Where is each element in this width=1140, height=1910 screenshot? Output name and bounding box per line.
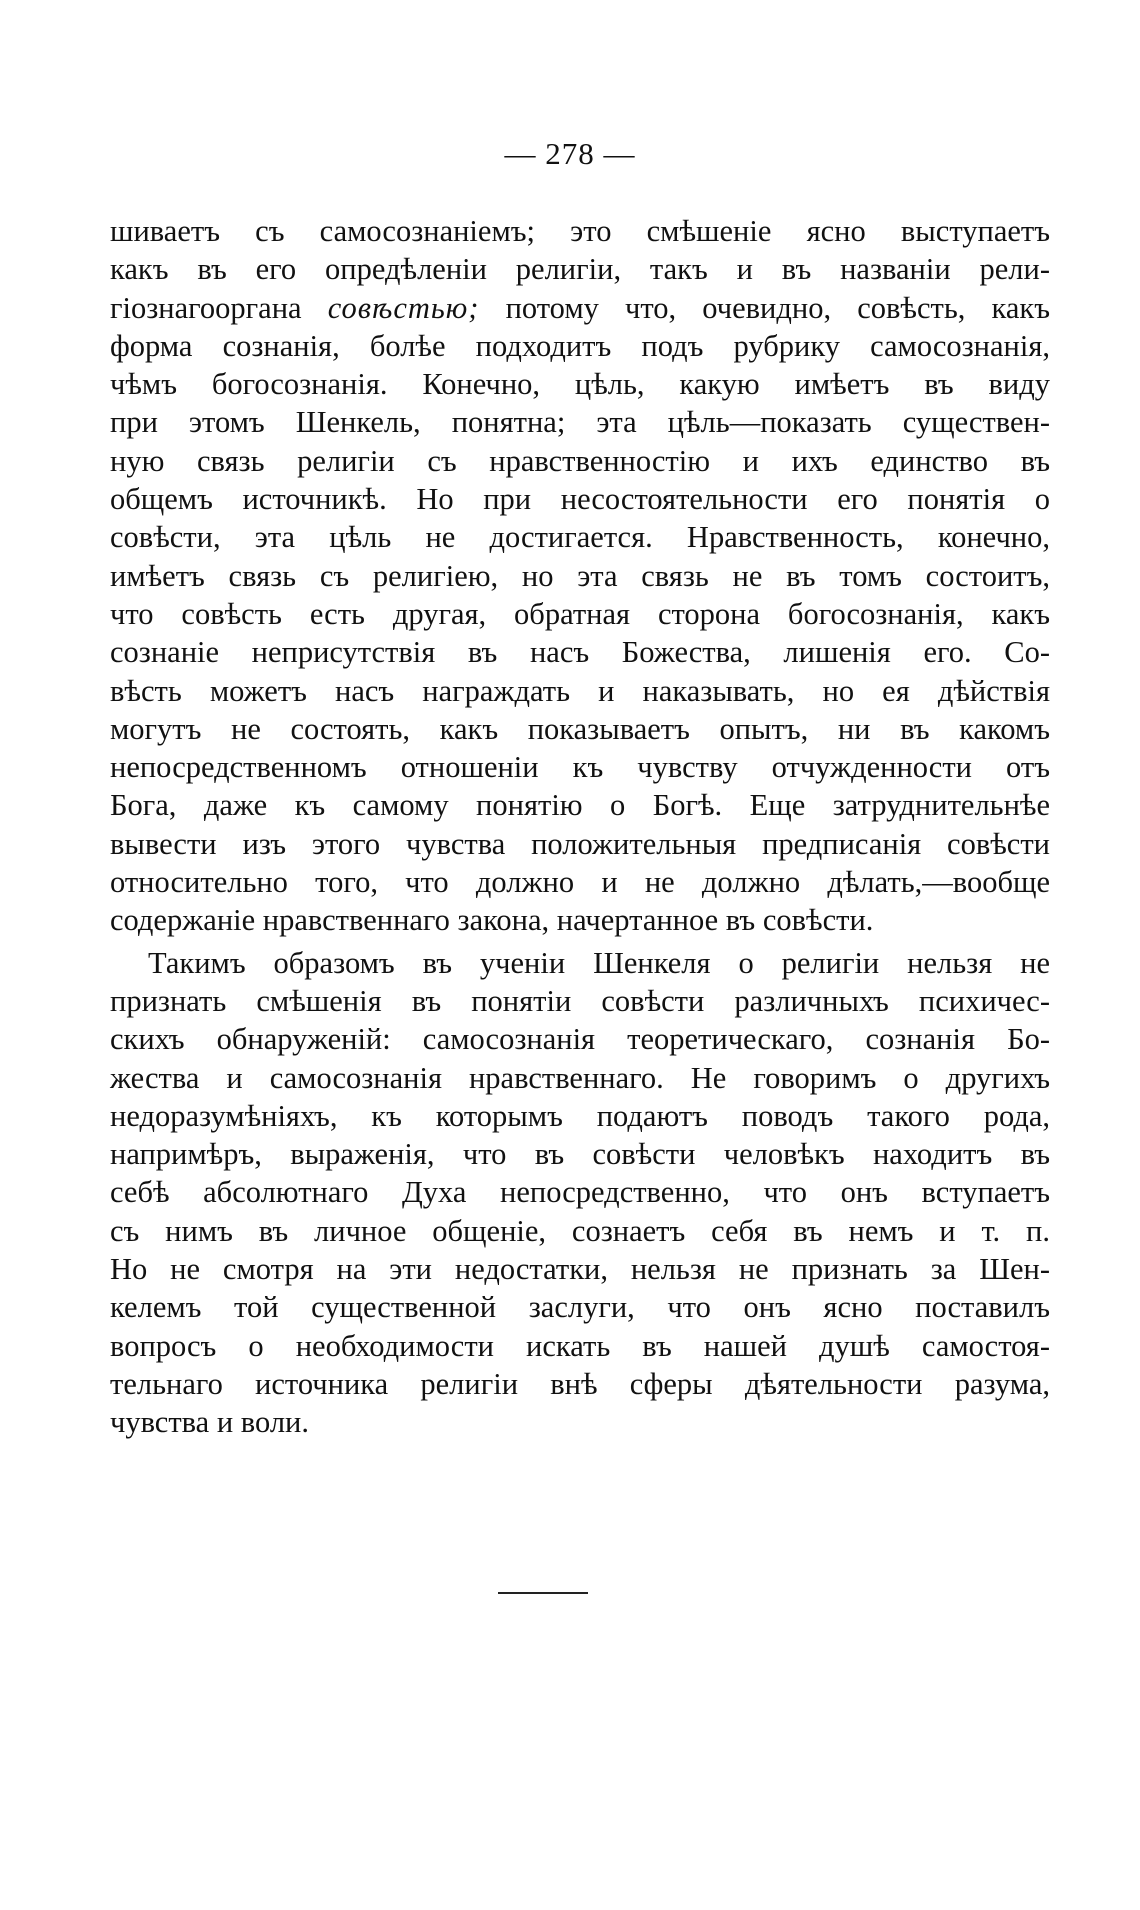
text-line: жества и самосознанія нравственнаго. Не говоримъ о другихъ bbox=[110, 1060, 1050, 1095]
text-line: могутъ не состоять, какъ показываетъ опытъ, ни въ какомъ bbox=[110, 711, 1050, 746]
text-line: форма сознанія, болѣе подходитъ подъ рубрику самосознанія, bbox=[110, 328, 1050, 363]
text-line: общемъ источникѣ. Но при несостоятельности его понятія о bbox=[110, 482, 1050, 517]
text-line: при этомъ Шенкель, понятна; эта цѣль—показать существен- bbox=[110, 405, 1050, 440]
body-text bbox=[110, 212, 1050, 1442]
text-line: съ нимъ въ личное общеніе, сознаетъ себя въ немъ и т. п. bbox=[110, 1213, 1050, 1248]
text-line: относительно того, что должно и не должно дѣлать,—вообще bbox=[110, 865, 1050, 900]
text-line: недоразумѣніяхъ, къ которымъ подаютъ поводъ такого рода, bbox=[110, 1098, 1050, 1133]
text-line: шиваетъ съ самосознаніемъ; это смѣшеніе ясно выступаетъ bbox=[110, 214, 1050, 248]
text-line: непосредственномъ отношеніи къ чувству отчужденности отъ bbox=[110, 750, 1050, 785]
text-line: Такимъ образомъ въ ученіи Шенкеля о религіи нельзя не bbox=[148, 945, 1050, 980]
text-line: признать смѣшенія въ понятіи совѣсти различныхъ психичес- bbox=[110, 983, 1050, 1018]
end-divider bbox=[498, 1592, 588, 1594]
text-line: сознаніе неприсутствія въ насъ Божества, лишенія его. Со- bbox=[110, 635, 1050, 670]
text-line: вывести изъ этого чувства положительныя предписанія совѣсти bbox=[110, 826, 1050, 861]
text-line: вопросъ о необходимости искать въ нашей душѣ самостоя- bbox=[110, 1328, 1050, 1363]
text-line: имѣетъ связь съ религіею, но эта связь не въ томъ состоитъ, bbox=[110, 558, 1050, 593]
text-line: вѣсть можетъ насъ награждать и наказывать, но ея дѣйствія bbox=[110, 673, 1050, 708]
paragraph-2 bbox=[110, 944, 1050, 1442]
text-line: что совѣсть есть другая, обратная сторона богосознанія, какъ bbox=[110, 596, 1050, 631]
text-line: келемъ той существенной заслуги, что онъ ясно поставилъ bbox=[110, 1290, 1050, 1325]
text-line: гіознагооргана совѣстью; потому что, очевидно, совѣсть, какъ bbox=[110, 290, 1050, 325]
text-line: совѣсти, эта цѣль не достигается. Нравственность, конечно, bbox=[110, 520, 1050, 555]
text-line: Но не смотря на эти недостатки, нельзя не признать за Шен- bbox=[110, 1252, 1050, 1287]
page-number: — 278 — bbox=[504, 136, 636, 171]
text-line: чѣмъ богосознанія. Конечно, цѣль, какую имѣетъ въ виду bbox=[110, 367, 1050, 402]
text-line: скихъ обнаруженій: самосознанія теоретическаго, сознанія Бо- bbox=[110, 1022, 1050, 1057]
text-line: Бога, даже къ самому понятію о Богѣ. Еще затруднительнѣе bbox=[110, 788, 1050, 823]
text-line: тельнаго источника религіи внѣ сферы дѣятельности разума, bbox=[110, 1366, 1050, 1401]
text-line: содержаніе нравственнаго закона, начертанное въ совѣсти. bbox=[110, 903, 874, 938]
text-line: себѣ абсолютнаго Духа непосредственно, что онъ вступаетъ bbox=[110, 1175, 1050, 1210]
text-line: ную связь религіи съ нравственностію и ихъ единство въ bbox=[110, 443, 1050, 478]
text-line: чувства и воли. bbox=[110, 1405, 309, 1440]
paragraph-1 bbox=[110, 212, 1050, 940]
text-line: какъ въ его опредѣленіи религіи, такъ и въ названіи рели- bbox=[110, 252, 1050, 287]
text-line: напримѣръ, выраженія, что въ совѣсти человѣкъ находитъ въ bbox=[110, 1137, 1050, 1172]
